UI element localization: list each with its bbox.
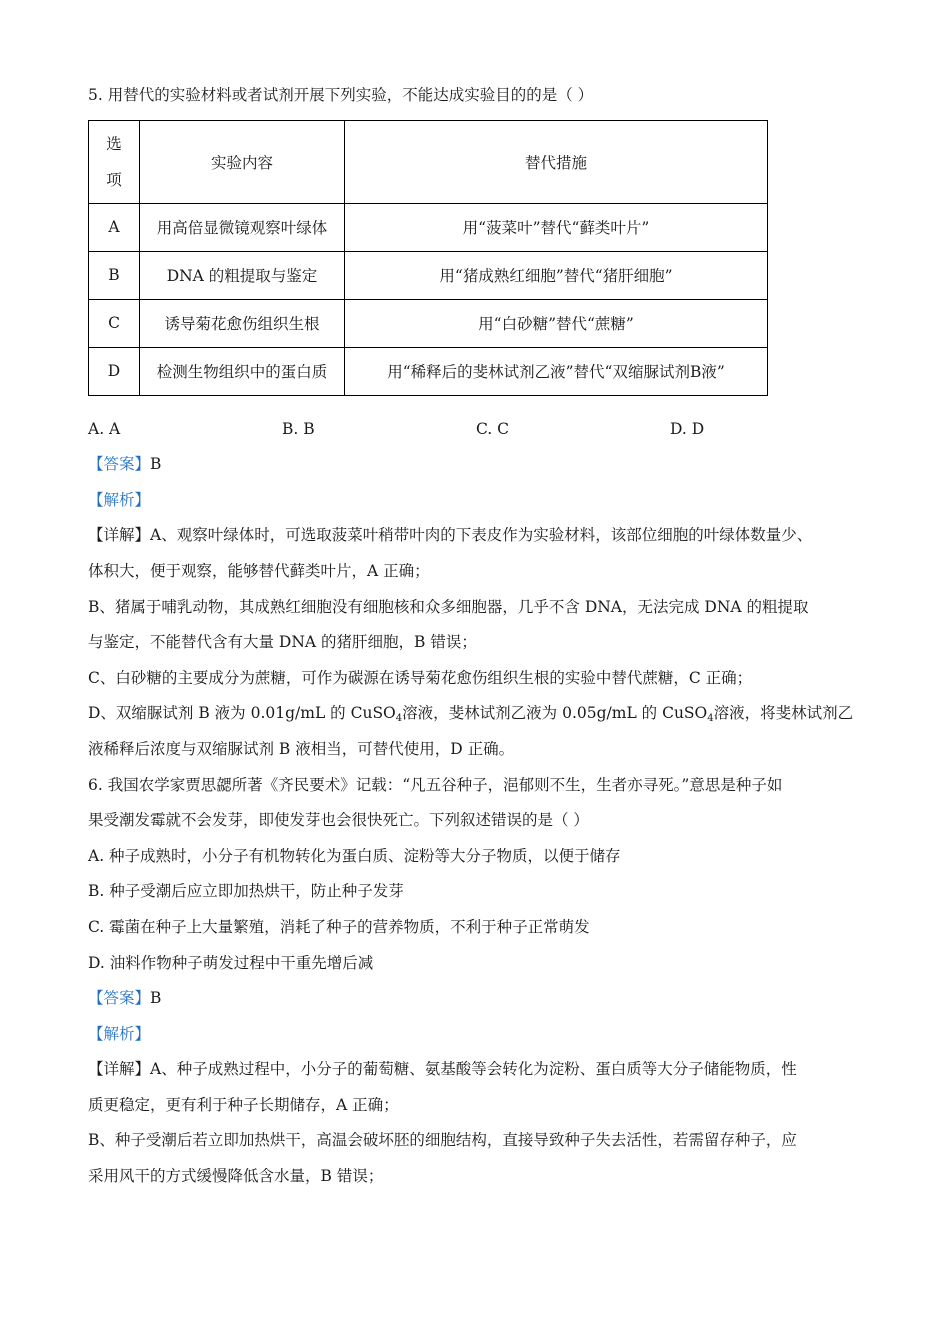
header-content-cell: 实验内容 [140,120,345,203]
row-option-cell: C [89,299,140,347]
row-measure-cell: 用“稀释后的斐林试剂乙液”替代“双缩脲试剂B液” [345,347,768,395]
row-content-cell: 诱导菊花愈伤组织生根 [140,299,345,347]
question-6-detail-line [88,1052,868,1088]
question-6-option-b: B. 种子受潮后应立即加热烘干，防止种子发芽 [88,882,404,901]
question-6-detail-line: 采用风干的方式缓慢降低含水量，B 错误； [88,1167,384,1186]
row-content-cell: 检测生物组织中的蛋白质 [140,347,345,395]
question-6-detail-line: 质更稳定，更有利于种子长期储存，A 正确； [88,1095,399,1114]
answer-tag: 【答案】 [88,989,151,1008]
option-b: B. B [282,419,315,438]
table-row [89,251,768,299]
question-5-detail-line [88,518,868,554]
question-5-answer [88,447,868,483]
row-measure-cell: 用“白砂糖”替代“蔗糖” [345,299,768,347]
question-6-analysis-tag: 【解析】 [88,1024,151,1043]
row-option-cell: A [89,203,140,251]
detail-text: 溶液，将斐林试剂乙 [713,704,854,723]
question-6-option-c: C. 霉菌在种子上大量繁殖，消耗了种子的营养物质，不利于种子正常萌发 [88,917,590,936]
question-5-detail-line: C、白砂糖的主要成分为蔗糖，可作为碳源在诱导菊花愈伤组织生根的实验中替代蔗糖，C 正确； [88,668,753,687]
option-a: A. A [88,419,121,438]
detail-tag: 【详解】 [88,1060,151,1079]
row-content-cell: DNA 的粗提取与鉴定 [140,251,345,299]
question-5-analysis-tag: 【解析】 [88,490,151,509]
option-d: D. D [670,419,705,438]
table-row [89,203,768,251]
question-5-detail-line: 与鉴定，不能替代含有大量 DNA 的猪肝细胞，B 错误； [88,633,477,652]
header-option-char-1: 选 [106,134,122,153]
answer-tag: 【答案】 [88,455,151,474]
subscript: 4 [395,713,403,725]
row-content-cell: 用高倍显微镜观察叶绿体 [140,203,345,251]
question-5-options [88,412,868,448]
detail-tag: 【详解】 [88,526,151,545]
question-5-detail-line: 体积大，便于观察，能够替代藓类叶片，A 正确； [88,561,430,580]
table-row [89,299,768,347]
row-option-cell: B [89,251,140,299]
table-header-row [89,120,768,203]
row-option-cell: D [89,347,140,395]
question-6-detail-line: B、种子受潮后若立即加热烘干，高温会破坏胚的细胞结构，直接导致种子失去活性，若需留存种子，应 [88,1131,797,1150]
header-measure-cell: 替代措施 [345,120,768,203]
question-6-option-d: D. 油料作物种子萌发过程中干重先增后减 [88,953,374,972]
detail-text: A、观察叶绿体时，可选取菠菜叶稍带叶肉的下表皮作为实验材料，该部位细胞的叶绿体数量少、 [150,526,813,545]
question-5-detail-line: 液稀释后浓度与双缩脲试剂 B 液相当，可替代使用，D 正确。 [88,739,515,758]
detail-text: D、双缩脲试剂 B 液为 0.01g/mL 的 CuSO [88,704,396,723]
option-c: C. C [476,419,510,438]
question-6-stem: 果受潮发霉就不会发芽，即使发芽也会很快死亡。下列叙述错误的是（ ） [88,811,589,830]
subscript: 4 [707,713,714,725]
answer-value: B [150,455,162,474]
question-5-detail-line [88,696,868,732]
question-6-option-a: A. 种子成熟时，小分子有机物转化为蛋白质、淀粉等大分子物质，以便于储存 [88,846,621,865]
question-5-stem: 5. 用替代的实验材料或者试剂开展下列实验，不能达成实验目的的是（ ） [88,86,594,104]
question-6-answer [88,981,868,1017]
answer-value: B [150,989,162,1008]
question-6-stem: 6. 我国农学家贾思勰所著《齐民要术》记载：“凡五谷种子，浥郁则不生，生者亦寻死。”意思是种子如 [88,775,783,794]
detail-text: 溶液，斐林试剂乙液为 0.05g/mL 的 CuSO [402,704,708,723]
question-5-detail-line: B、猪属于哺乳动物，其成熟红细胞没有细胞核和众多细胞器，几乎不含 DNA，无法完成 DNA 的粗提取 [88,597,809,616]
question-5-table [88,120,768,396]
document-page [88,78,868,1195]
row-measure-cell: 用“猪成熟红细胞”替代“猪肝细胞” [345,251,768,299]
table-row [89,347,768,395]
header-option-char-2: 项 [106,170,122,189]
row-measure-cell: 用“菠菜叶”替代“藓类叶片” [345,203,768,251]
detail-text: A、种子成熟过程中，小分子的葡萄糖、氨基酸等会转化为淀粉、蛋白质等大分子储能物质，性 [150,1060,797,1079]
header-option-cell [89,120,140,203]
